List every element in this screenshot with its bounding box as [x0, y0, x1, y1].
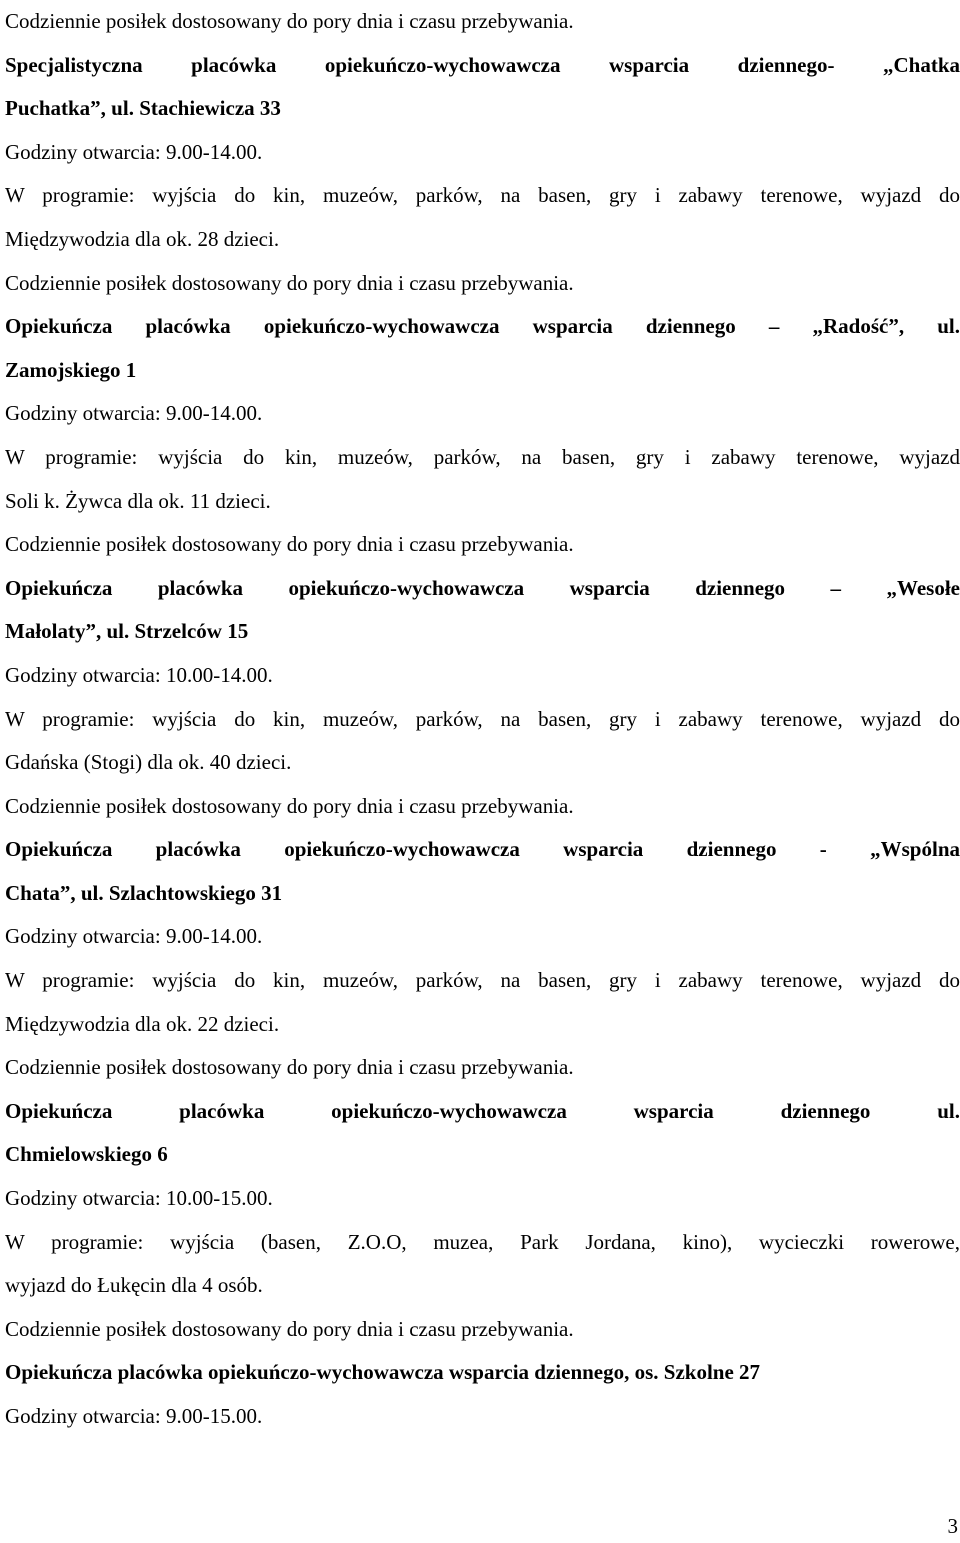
- facility-heading-line: Opiekuńcza placówka opiekuńczo-wychowawcza wsparcia dziennego ul.: [5, 1098, 960, 1123]
- body-text-line: Godziny otwarcia: 10.00-15.00.: [5, 1186, 273, 1211]
- body-text-line: wyjazd do Łukęcin dla 4 osób.: [5, 1273, 263, 1298]
- body-text-line: Gdańska (Stogi) dla ok. 40 dzieci.: [5, 750, 292, 775]
- body-text-line: W programie: wyjścia do kin, muzeów, parków, na basen, gry i zabawy terenowe, wyjazd do: [5, 968, 960, 993]
- document-page: [5, 0, 960, 1439]
- page-number: 3: [947, 1514, 958, 1538]
- body-text-line: Codziennie posiłek dostosowany do pory dnia i czasu przebywania.: [5, 793, 574, 818]
- body-text-line: Godziny otwarcia: 10.00-14.00.: [5, 662, 273, 687]
- facility-heading-line: Chata”, ul. Szlachtowskiego 31: [5, 880, 283, 905]
- body-text-line: Codziennie posiłek dostosowany do pory dnia i czasu przebywania.: [5, 532, 574, 557]
- facility-heading-line: Opiekuńcza placówka opiekuńczo-wychowawcza wsparcia dziennego – „Wesołe: [5, 575, 960, 600]
- facility-heading-line: Opiekuńcza placówka opiekuńczo-wychowawcza wsparcia dziennego – „Radość”, ul.: [5, 314, 960, 339]
- facility-heading-line: Specjalistyczna placówka opiekuńczo-wychowawcza wsparcia dziennego- „Chatka: [5, 52, 960, 77]
- facility-heading-line: Chmielowskiego 6: [5, 1142, 168, 1167]
- body-text-line: W programie: wyjścia do kin, muzeów, parków, na basen, gry i zabawy terenowe, wyjazd do: [5, 706, 960, 731]
- body-text-line: Godziny otwarcia: 9.00-14.00.: [5, 139, 263, 164]
- facility-heading-line: Puchatka”, ul. Stachiewicza 33: [5, 96, 281, 121]
- body-text-line: Godziny otwarcia: 9.00-14.00.: [5, 924, 263, 949]
- body-text-line: W programie: wyjścia (basen, Z.O.O, muzea, Park Jordana, kino), wycieczki rowerowe,: [5, 1229, 960, 1254]
- facility-heading-line: Opiekuńcza placówka opiekuńczo-wychowawcza wsparcia dziennego, os. Szkolne 27: [5, 1360, 761, 1385]
- facility-heading-line: Małolaty”, ul. Strzelców 15: [5, 619, 249, 644]
- body-text-line: Codziennie posiłek dostosowany do pory dnia i czasu przebywania.: [5, 1055, 574, 1080]
- body-text-line: Międzywodzia dla ok. 22 dzieci.: [5, 1011, 280, 1036]
- body-text-line: Godziny otwarcia: 9.00-14.00.: [5, 401, 263, 426]
- body-text-line: Godziny otwarcia: 9.00-15.00.: [5, 1404, 263, 1428]
- facility-heading-line: Opiekuńcza placówka opiekuńczo-wychowawcza wsparcia dziennego - „Wspólna: [5, 837, 960, 862]
- body-text-line: Codziennie posiłek dostosowany do pory dnia i czasu przebywania.: [5, 1316, 574, 1341]
- body-text-line: Międzywodzia dla ok. 28 dzieci.: [5, 226, 280, 251]
- body-text-line: Codziennie posiłek dostosowany do pory dnia i czasu przebywania.: [5, 9, 574, 33]
- body-text-line: W programie: wyjścia do kin, muzeów, parków, na basen, gry i zabawy terenowe, wyjazd: [5, 444, 960, 469]
- body-text-line: Codziennie posiłek dostosowany do pory dnia i czasu przebywania.: [5, 270, 574, 295]
- body-text-line: W programie: wyjścia do kin, muzeów, parków, na basen, gry i zabawy terenowe, wyjazd do: [5, 183, 960, 208]
- body-text-line: Soli k. Żywca dla ok. 11 dzieci.: [5, 488, 271, 513]
- facility-heading-line: Zamojskiego 1: [5, 357, 137, 382]
